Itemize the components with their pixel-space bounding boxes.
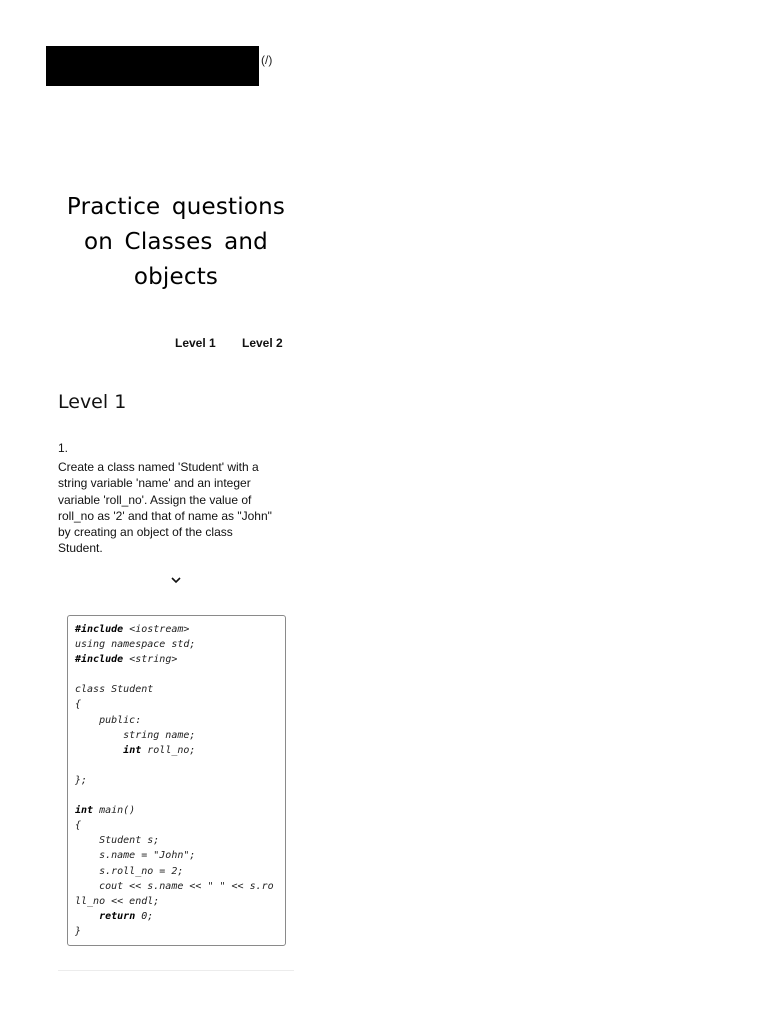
code-text: { (75, 699, 82, 711)
code-line (75, 682, 285, 697)
code-keyword: #include (75, 654, 124, 666)
site-logo[interactable] (46, 46, 259, 86)
code-text: 0; (135, 910, 154, 922)
level-tabs (0, 336, 300, 356)
code-line (75, 803, 285, 818)
code-keyword: int (123, 744, 142, 756)
code-line (75, 879, 285, 894)
code-line (75, 713, 285, 728)
code-text (75, 911, 99, 922)
code-text: class Student (75, 684, 154, 696)
code-line (75, 894, 285, 909)
code-line (75, 667, 285, 682)
code-block (67, 615, 286, 946)
code-line (75, 622, 285, 637)
code-text: public: (75, 714, 142, 726)
code-line (75, 652, 285, 667)
code-line (75, 848, 285, 863)
home-link[interactable]: (/) (261, 53, 273, 67)
tab-level-2[interactable]: Level 2 (242, 336, 283, 350)
section-heading: Level 1 (58, 391, 127, 413)
code-keyword: return (99, 910, 136, 922)
code-text: { (75, 820, 82, 832)
code-text: s.name = "John"; (75, 850, 196, 862)
code-text: <string> (123, 654, 178, 666)
code-text: roll_no; (141, 744, 196, 756)
code-line (75, 818, 285, 833)
code-line (75, 924, 285, 939)
code-line (75, 788, 285, 803)
code-line (75, 758, 285, 773)
code-text: }; (75, 774, 88, 786)
code-line (75, 909, 285, 924)
page-title: Practice questions on Classes and objects (66, 194, 286, 290)
tab-level-1[interactable]: Level 1 (175, 336, 216, 350)
code-text: cout << s.name << " " << s.ro (75, 880, 274, 892)
code-text: string name; (75, 729, 196, 741)
code-text: using namespace std; (75, 639, 196, 651)
code-line (75, 637, 285, 652)
chevron-down-icon[interactable] (169, 573, 183, 585)
question-number: 1. (58, 441, 69, 455)
code-text: Student s; (75, 835, 160, 847)
code-line (75, 728, 285, 743)
code-line (75, 773, 285, 788)
code-text: ll_no << endl; (75, 895, 160, 907)
code-text: s.roll_no = 2; (75, 865, 184, 877)
code-text: main() (93, 805, 136, 817)
code-keyword: #include (75, 624, 124, 635)
code-text: } (75, 925, 82, 937)
code-line (75, 697, 285, 712)
code-line (75, 833, 285, 848)
question-text: Create a class named 'Student' with a string variable 'name' and an integer variable 'roll_no'. Assign the value of roll_no as '2' and that of name as "John" by creating an object of the class Student. (58, 460, 272, 556)
code-text: <iostream> (123, 624, 190, 635)
code-line (75, 743, 285, 758)
code-line (75, 864, 285, 879)
code-keyword: int (75, 805, 94, 817)
code-text (75, 745, 123, 756)
divider (58, 970, 294, 971)
